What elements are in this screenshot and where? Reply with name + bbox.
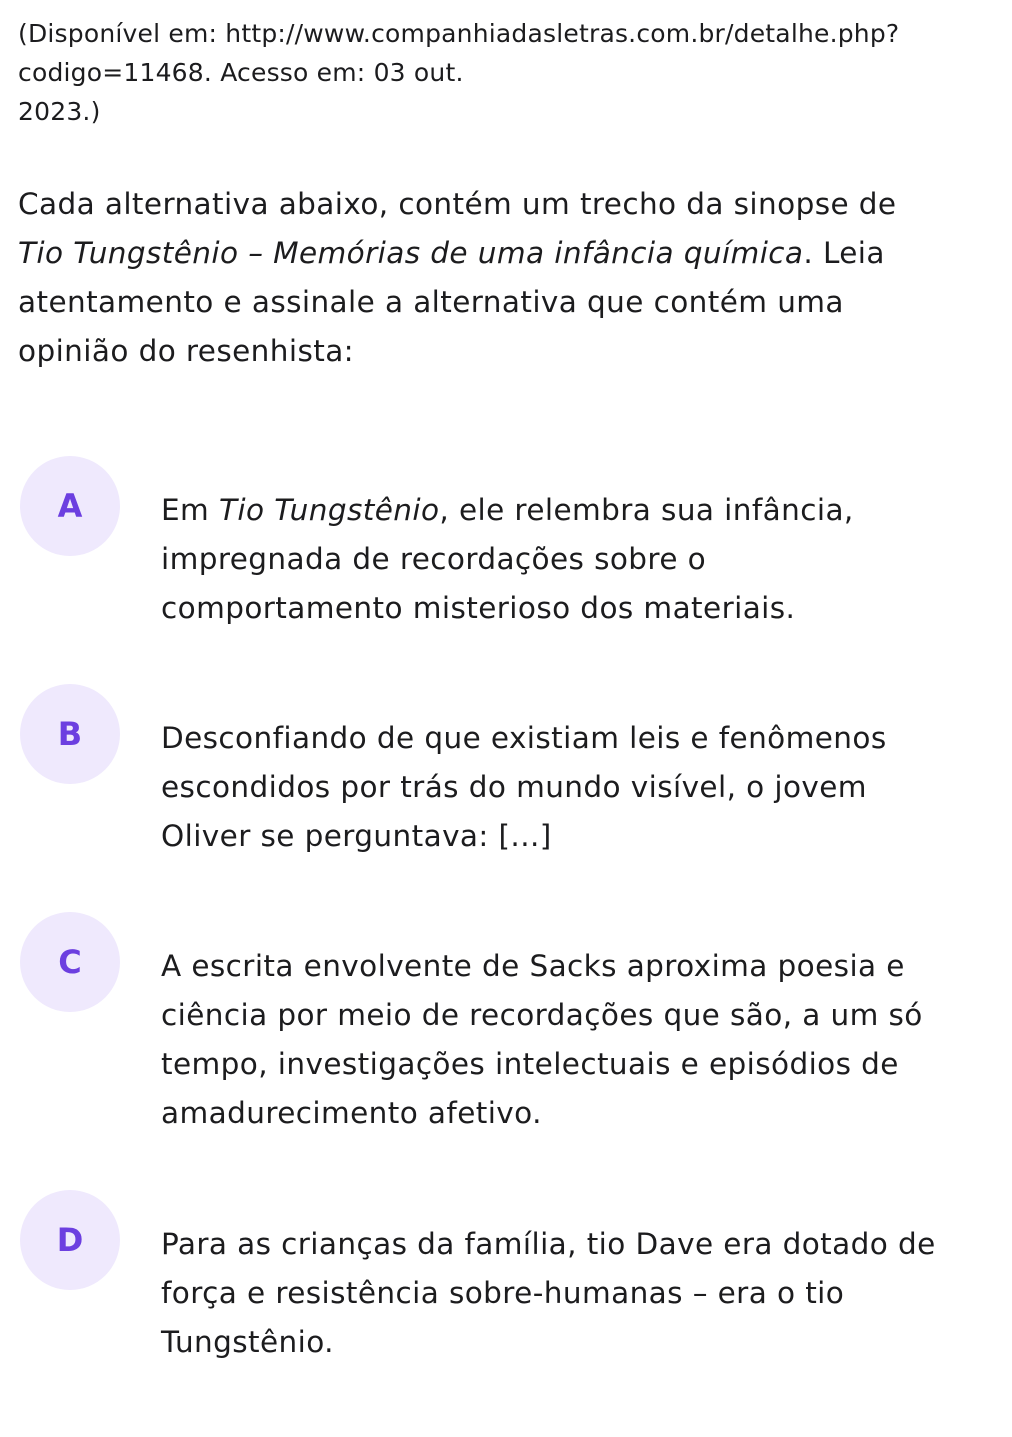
- statement-line: atentamento e assinale a alternativa que contém uma: [18, 285, 844, 319]
- alternative-line: Desconfiando de que existiam leis e fenômenos: [161, 721, 887, 755]
- alternative-line: escondidos por trás do mundo visível, o jovem: [161, 770, 867, 804]
- alternative-b-badge[interactable]: [20, 684, 120, 784]
- alternative-line: Para as crianças da família, tio Dave era dotado de: [161, 1227, 936, 1261]
- alternative-d-text[interactable]: [161, 1220, 1011, 1367]
- alternative-line: impregnada de recordações sobre o: [161, 542, 707, 576]
- alternative-a-badge[interactable]: [20, 456, 120, 556]
- statement-text: . Leia: [803, 236, 885, 270]
- alternative-line: Tungstênio.: [161, 1325, 334, 1359]
- alternative-text: , ele relembra sua infância,: [439, 493, 854, 527]
- alternative-line: [161, 486, 1011, 535]
- source-line: codigo=11468. Acesso em: 03 out.: [18, 58, 464, 87]
- alternative-line: amadurecimento afetivo.: [161, 1096, 542, 1130]
- alternative-letter: B: [57, 715, 83, 753]
- alternative-b-text[interactable]: [161, 714, 1011, 861]
- alternative-line: tempo, investigações intelectuais e episódios de: [161, 1047, 899, 1081]
- source-citation: [18, 14, 993, 131]
- statement-line: opinião do resenhista:: [18, 334, 355, 368]
- book-title: Tio Tungstênio – Memórias de uma infância química: [18, 236, 804, 270]
- alternative-line: A escrita envolvente de Sacks aproxima poesia e: [161, 949, 905, 983]
- alternative-line: força e resistência sobre-humanas – era o tio: [161, 1276, 845, 1310]
- alternative-letter: D: [56, 1221, 84, 1259]
- alternative-line: comportamento misterioso dos materiais.: [161, 591, 796, 625]
- alternative-text: Em: [161, 493, 219, 527]
- source-line: (Disponível em: http://www.companhiadasletras.com.br/detalhe.php?: [18, 19, 900, 48]
- alternative-c-text[interactable]: [161, 942, 1011, 1138]
- alternative-d-badge[interactable]: [20, 1190, 120, 1290]
- alternative-a-text[interactable]: [161, 486, 1011, 633]
- alternative-letter: A: [57, 487, 83, 525]
- alternative-letter: C: [58, 943, 82, 981]
- alternative-line: ciência por meio de recordações que são, a um só: [161, 998, 923, 1032]
- alternative-line: Oliver se perguntava: [...]: [161, 819, 552, 853]
- statement-line: Cada alternativa abaixo, contém um trecho da sinopse de: [18, 187, 897, 221]
- book-title: Tio Tungstênio: [218, 493, 440, 527]
- statement-line: [18, 229, 998, 278]
- source-line: 2023.): [18, 97, 101, 126]
- question-statement: [18, 180, 998, 376]
- alternative-c-badge[interactable]: [20, 912, 120, 1012]
